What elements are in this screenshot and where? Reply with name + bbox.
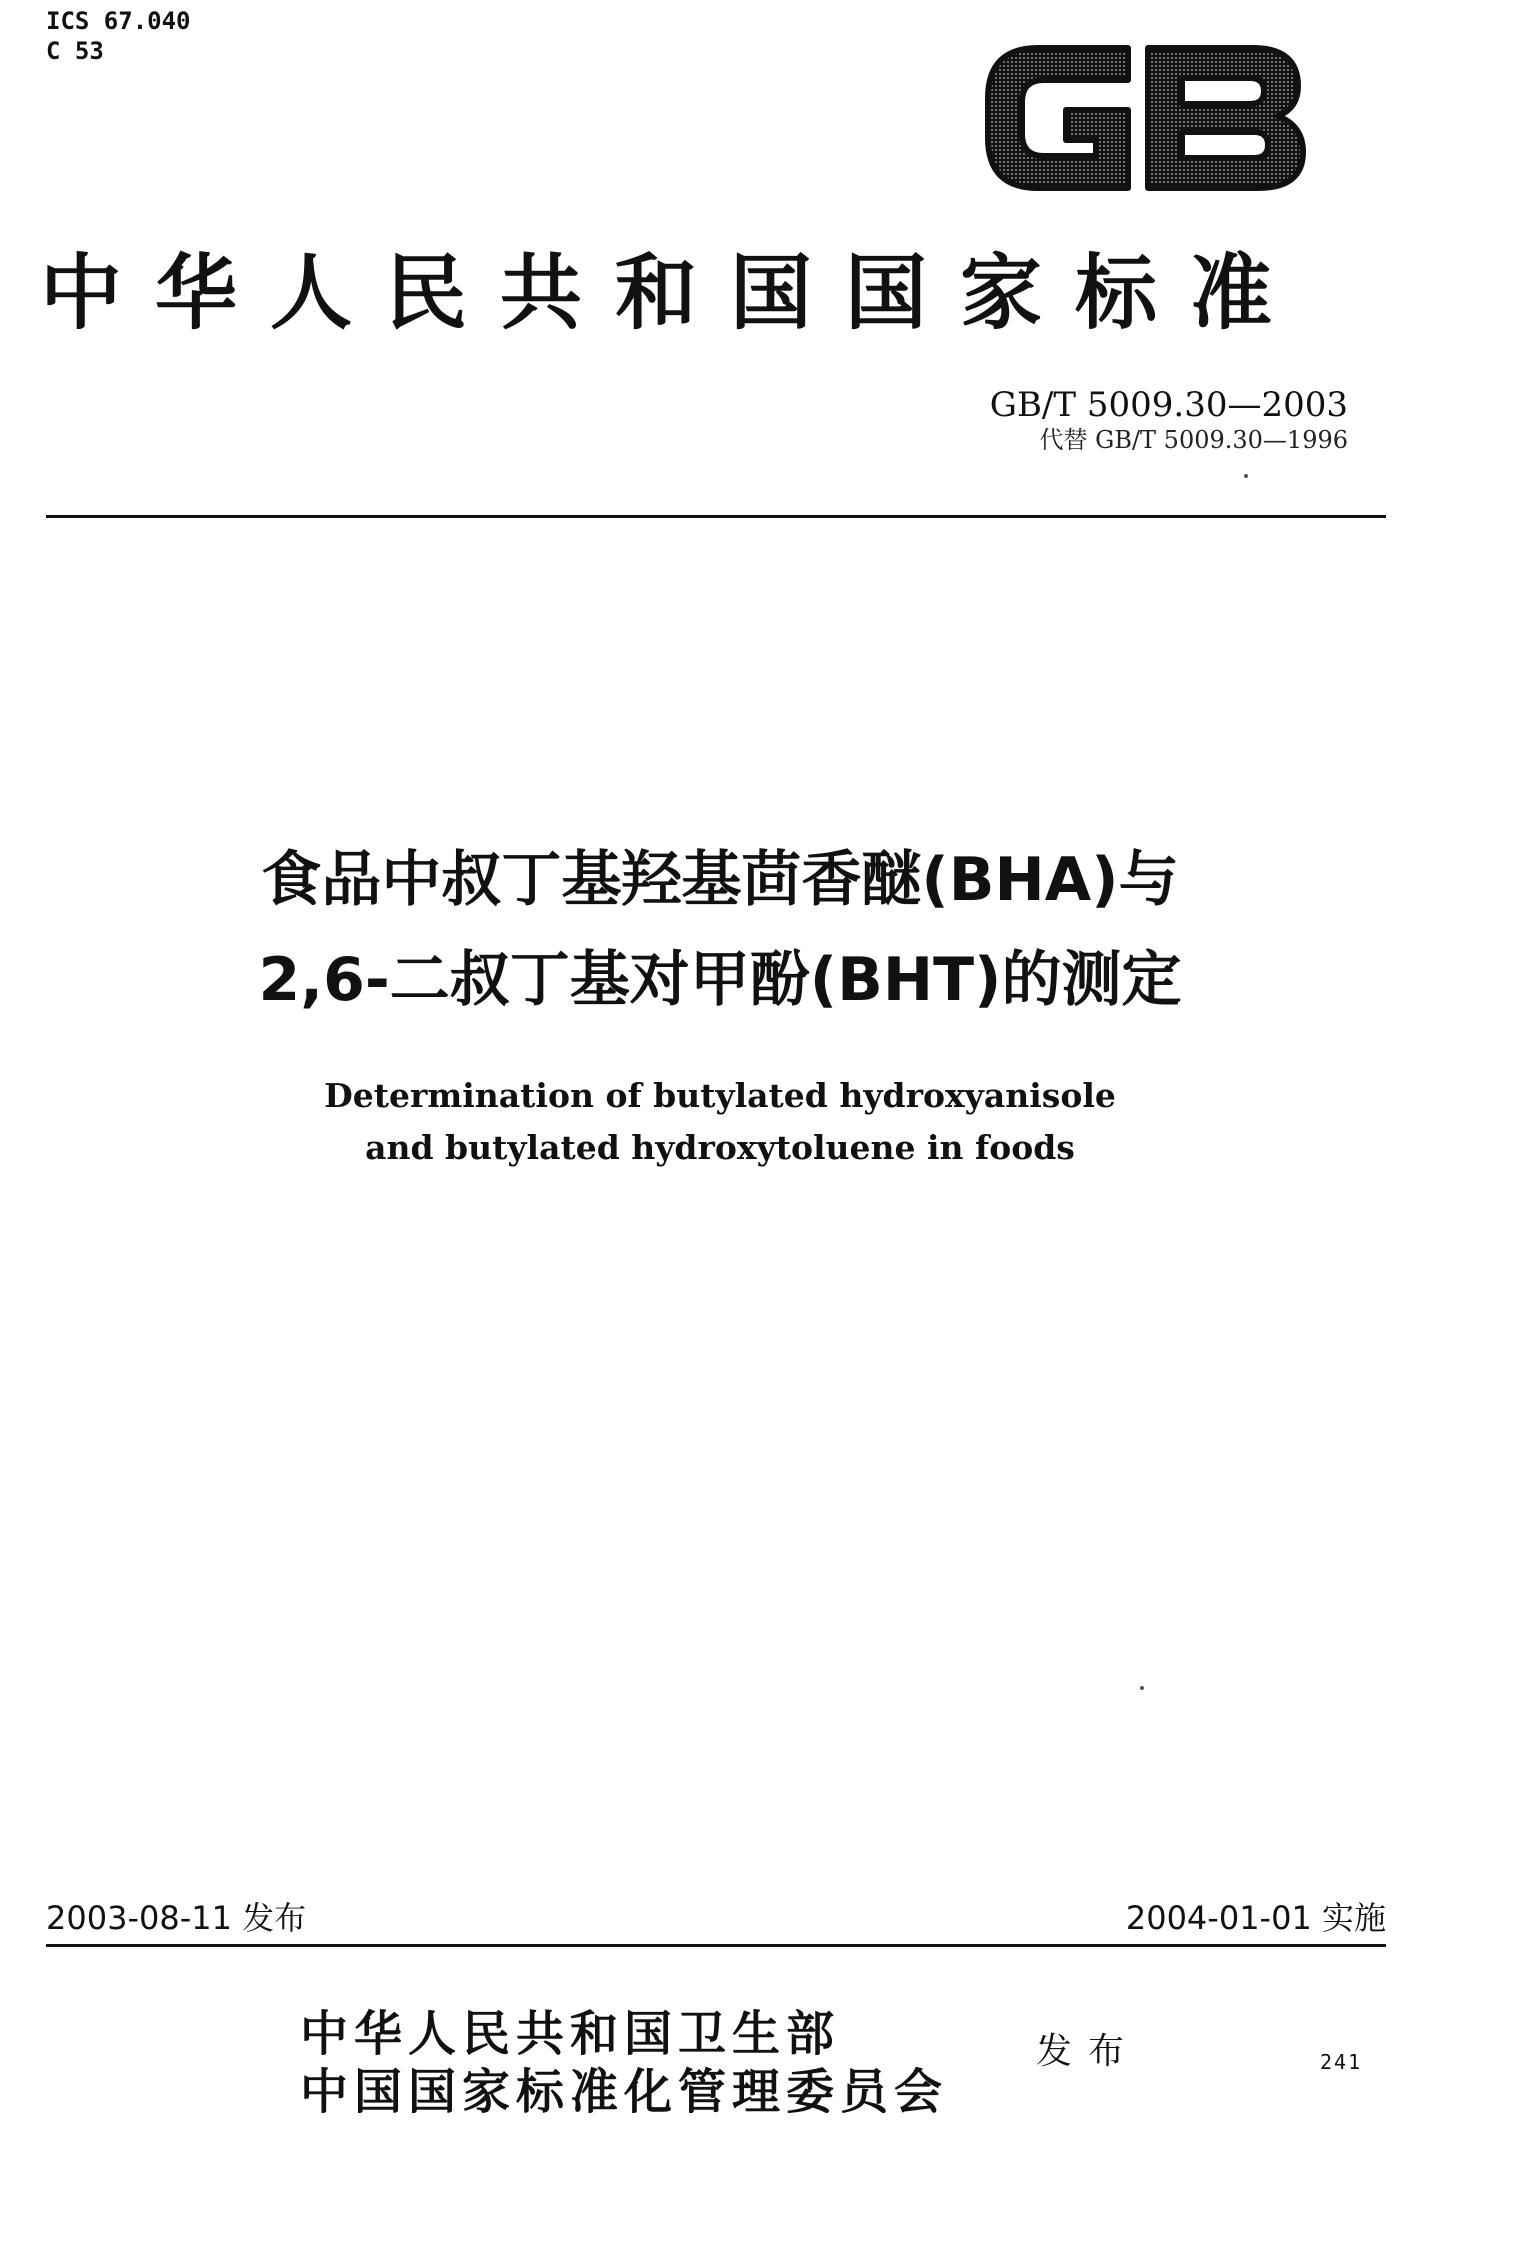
gb-logo xyxy=(978,28,1308,200)
title-chinese xyxy=(0,830,1440,1030)
publishers xyxy=(300,2005,948,2121)
logo-letter-b xyxy=(1148,48,1303,188)
standard-name: 中华人民共和国国家标准 xyxy=(40,245,1306,341)
logo-text: GB xyxy=(1142,128,1144,129)
footer-divider xyxy=(46,1944,1386,1947)
title-english-line-1: Determination of butylated hydroxyanisole xyxy=(324,1076,1116,1115)
page-number: 241 xyxy=(1320,2050,1363,2074)
title-chinese-line-1: 食品中叔丁基羟基茴香醚(BHA)与 xyxy=(261,845,1179,915)
ics-code: ICS 67.040 xyxy=(46,7,191,35)
scan-speck xyxy=(1140,1686,1144,1690)
title-english-line-2: and butylated hydroxytoluene in foods xyxy=(365,1128,1075,1167)
publisher-standardization-administration: 中国国家标准化管理委员会 xyxy=(300,2064,949,2120)
publish-label: 发布 xyxy=(1036,2031,1141,2072)
header-divider xyxy=(46,515,1386,518)
replaces-standard: 代替 GB/T 5009.30—1996 xyxy=(1039,426,1348,454)
title-chinese-line-2: 2,6-二叔丁基对甲酚(BHT)的测定 xyxy=(258,945,1182,1015)
ics-classification xyxy=(46,6,191,66)
ccs-code: C 53 xyxy=(46,37,104,65)
standard-number: GB/T 5009.30—2003 xyxy=(989,385,1348,425)
logo-letter-g xyxy=(988,48,1128,188)
title-english xyxy=(0,1070,1440,1174)
scan-speck xyxy=(1244,474,1248,478)
publisher-ministry-of-health: 中华人民共和国卫生部 xyxy=(300,2006,841,2062)
issue-date: 2003-08-11 发布 xyxy=(46,1899,307,1937)
implementation-date: 2004-01-01 实施 xyxy=(1125,1899,1386,1937)
